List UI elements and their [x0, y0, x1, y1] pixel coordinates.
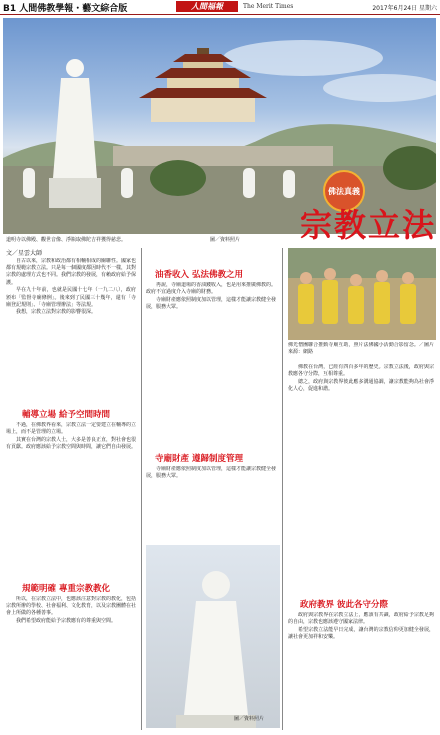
- column-divider: [282, 248, 283, 730]
- paragraph: 所以，在宗教立法中，也應該注意對宗教的教化，包括宗教所辦的學校、社會福利、文化教育，以及宗教團體在社會上所做的各種善事。: [6, 596, 136, 617]
- subheading-property: 寺廟財產 遵歸制度管理: [155, 454, 243, 464]
- column-divider: [141, 248, 142, 730]
- paragraph: 寺廟財產應依照制度加以管理，這樣才能讓宗教健全發展，服務大眾。: [146, 296, 276, 311]
- statue-credit: 圖／資料照片: [234, 716, 265, 722]
- paragraph: 總之，政府與宗教界彼此應多溝通協調，讓宗教能夠為社會淨化人心，促進和諧。: [288, 378, 434, 393]
- article-author: 文／星雲大師: [6, 250, 43, 257]
- volunteers-caption: [288, 342, 434, 358]
- article-column-3b: [288, 612, 434, 730]
- article-title: 宗教立法: [300, 206, 437, 244]
- paragraph: 我想，宗教立法對宗教的影響很深。: [16, 309, 97, 316]
- volunteers-illustration: [288, 248, 436, 340]
- paragraph: 不過，在佛教界看來，宗教立法一定要建立在輔導的立場上，而不是管理的立場。: [6, 422, 136, 436]
- subheading-offerings: 油香收入 弘法佛教之用: [155, 270, 243, 280]
- article-column-1: [6, 258, 136, 398]
- hero-credit: 圖／資料照片: [210, 237, 241, 243]
- paragraph: 我們希望政府能給予宗教應有的尊重與空間。: [16, 618, 117, 625]
- paragraph: 自古以來，宗教和政治都有相輔相成的關聯性。國家也都有規範宗教立法。只是每一個國度都因時代不一樣，其對宗教的處理方式也不同。我們宗教的發展，有賴政府給予保護。: [6, 258, 136, 286]
- issue-date: 2017年6月24日 星期六: [372, 5, 437, 12]
- newspaper-logo-english: The Merit Times: [243, 3, 294, 10]
- paragraph: 其實在台灣的宗教人士，大多是善良正直，對社會也很有貢獻。政府應該給予宗教空間與時間，讓它們自由發展。: [6, 436, 136, 451]
- article-column-1b: [6, 422, 136, 572]
- subheading-guidance: 輔導立場 給予空間時間: [22, 410, 110, 420]
- series-badge: 佛法真義: [323, 170, 365, 212]
- subheading-regulation: 規範明確 專重宗教教化: [22, 584, 110, 594]
- statue-illustration: [146, 545, 280, 728]
- page-header: [0, 0, 440, 15]
- statue-photo: [146, 545, 280, 728]
- article-column-1c: [6, 596, 136, 730]
- volunteers-photo: [288, 248, 436, 340]
- subheading-boundaries: 政府教界 彼此各守分際: [300, 600, 388, 610]
- newspaper-logo: 人間福報: [176, 1, 238, 12]
- paragraph: 寺廟財產應依照制度加以管理，這樣才能讓宗教健全發展，服務大眾。: [146, 466, 276, 480]
- paragraph: 政府與宗教界在宗教立法上，應該有共識，政府給予宗教足夠的自由，宗教也應該遵守國家法律。: [288, 612, 434, 626]
- article-column-2: [146, 282, 276, 442]
- article-column-2b: [146, 466, 276, 536]
- paragraph: 希望宗教立法能早日完成，讓台灣的宗教信仰更加健全發展，讓社會更加祥和安樂。: [288, 626, 434, 641]
- caption-text: 佛光僧團聯合推動寺廟互助，照片法佛國小活動合影留念。／圖片來源：網路: [288, 342, 434, 356]
- article-column-3: [288, 364, 434, 594]
- paragraph: 再說，寺廟道場的香油錢收入，也是用來推廣佛教的。政府不宜過度介入寺廟的財務。: [146, 282, 276, 296]
- section-title: B1 人間佛教學報・藝文綜合版: [3, 4, 128, 14]
- paragraph: 早在九十年前，也就是民國十七年（一九二八），政府頒布「監督寺廟條例」。後來到了民國三十幾年，還有「寺廟登記規則」、「寺廟管理辦法」等法規。: [6, 287, 136, 308]
- hero-caption: 道明寺以佛殿、觀世音像、淨瓶取佛陀吉祥獲得慈悲。: [6, 237, 127, 243]
- paragraph: 佛教在台灣，已經有四百多年的歷史。宗教立法後，政府與宗教應各守分際，互相尊重。: [288, 364, 434, 378]
